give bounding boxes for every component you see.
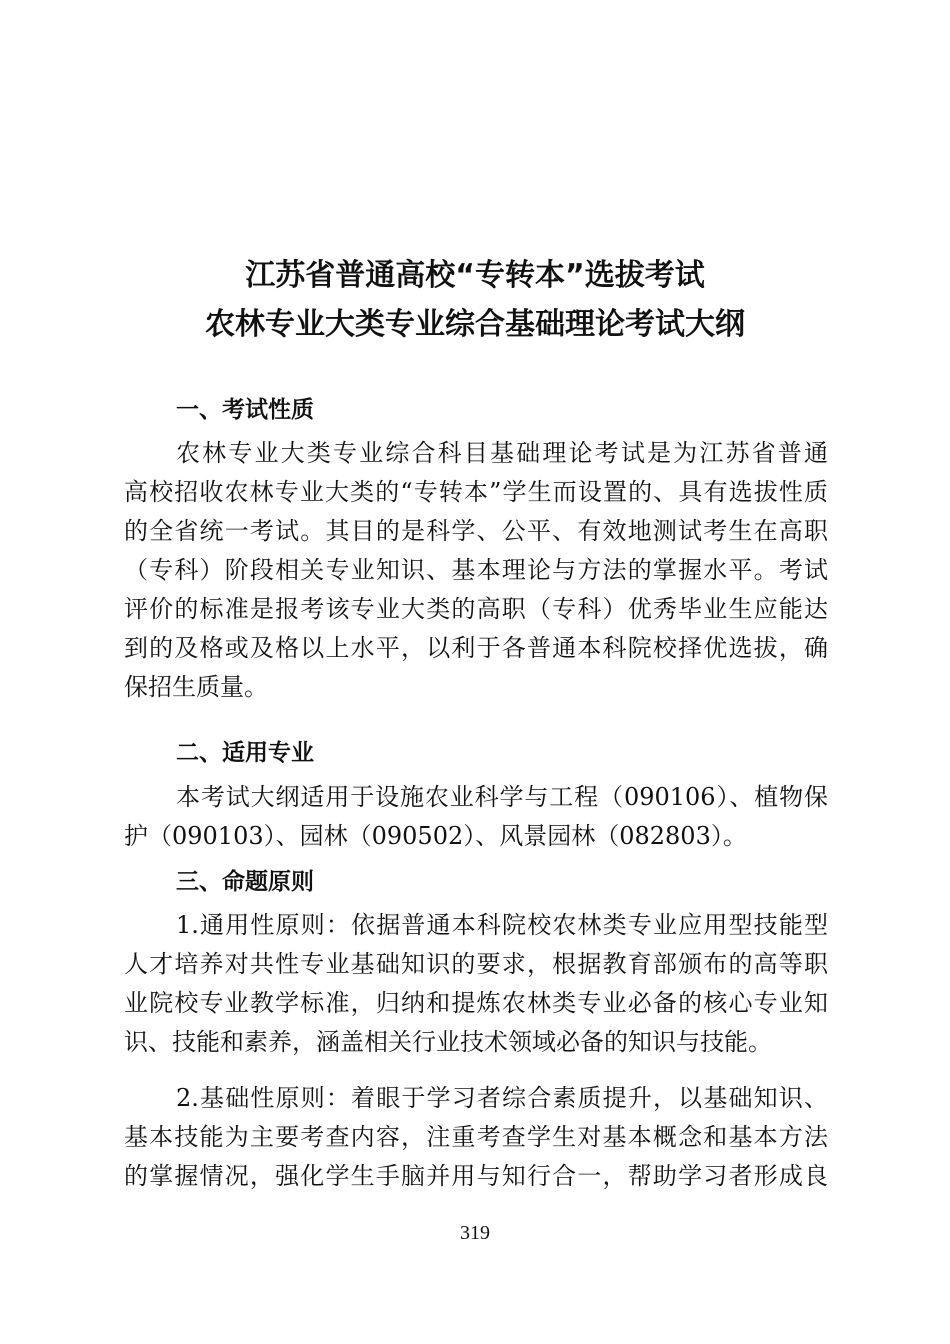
- text-line: 2.基础性原则：着眼于学习者综合素质提升，以基础知识、: [176, 1084, 828, 1112]
- text-line: 识、技能和素养，涵盖相关行业技术领域必备的知识与技能。: [124, 1028, 772, 1056]
- document-title-line-1: 江苏省普通高校“专转本”选拔考试: [245, 258, 705, 293]
- text-line: （专科）阶段相关专业知识、基本理论与方法的掌握水平。考试: [124, 556, 828, 584]
- text-line: 的全省统一考试。其目的是科学、公平、有效地测试考生在高职: [124, 517, 828, 545]
- page-number: 319: [460, 1222, 490, 1244]
- text-line: 本考试大纲适用于设施农业科学与工程（090106）、植物保: [176, 783, 828, 811]
- text-line: 人才培养对共性专业基础知识的要求，根据教育部颁布的高等职: [124, 950, 828, 978]
- text-line: 1.通用性原则：依据普通本科院校农林类专业应用型技能型: [176, 911, 828, 939]
- text-line: 业院校专业教学标准，归纳和提炼农林类专业必备的核心专业知: [124, 989, 828, 1017]
- text-line: 基本技能为主要考查内容，注重考查学生对基本概念和基本方法: [124, 1123, 828, 1151]
- text-line: 的掌握情况，强化学生手脑并用与知行合一，帮助学习者形成良: [124, 1162, 828, 1190]
- section-heading-principles: 三、命题原则: [176, 869, 314, 895]
- paragraph-applicable-majors: [124, 778, 828, 856]
- paragraph-exam-nature: [124, 434, 828, 707]
- text-line: 保招生质量。: [124, 673, 268, 701]
- text-line: 评价的标准是报考该专业大类的高职（专科）优秀毕业生应能达: [124, 595, 828, 623]
- text-line: 护（090103）、园林（090502）、风景园林（082803）。: [124, 822, 747, 850]
- document-title-line-2: 农林专业大类专业综合基础理论考试大纲: [205, 307, 745, 342]
- text-line: 农林专业大类专业综合科目基础理论考试是为江苏省普通: [176, 439, 828, 467]
- section-heading-applicable-majors: 二、适用专业: [176, 740, 314, 766]
- paragraph-principle-fundamentality: [124, 1079, 828, 1196]
- text-line: 高校招收农林专业大类的“专转本”学生而设置的、具有选拔性质: [124, 478, 828, 506]
- paragraph-principle-generality: [124, 906, 828, 1062]
- section-heading-nature: 一、考试性质: [176, 397, 314, 423]
- text-line: 到的及格或及格以上水平，以利于各普通本科院校择优选拔，确: [124, 634, 828, 662]
